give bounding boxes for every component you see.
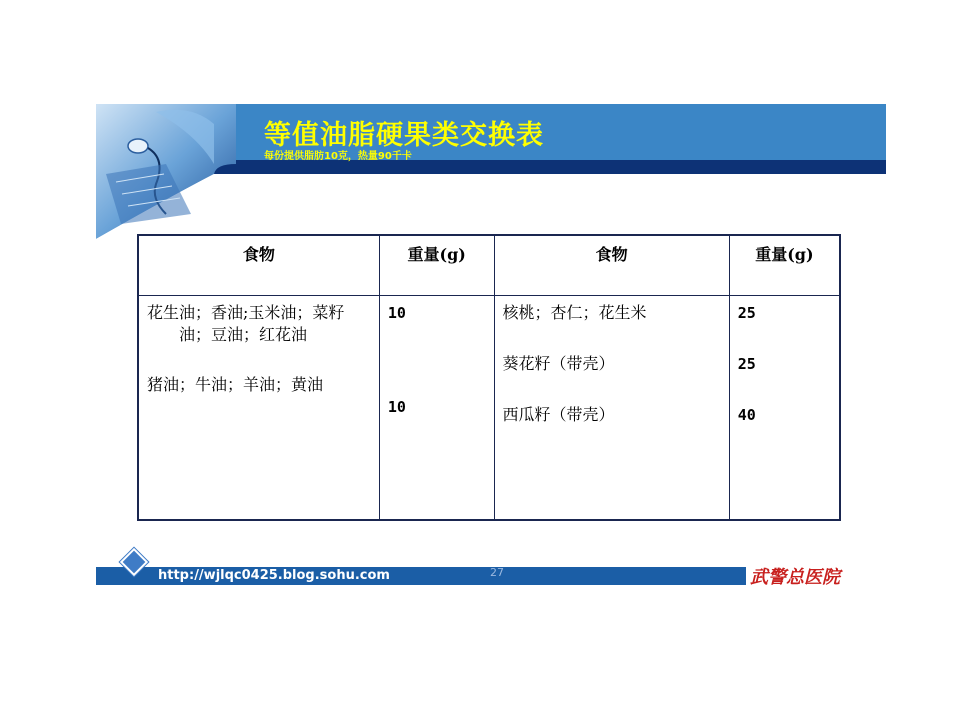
table-row	[138, 295, 840, 520]
weight-value: 10	[387, 397, 406, 416]
right-weight-cell	[729, 295, 840, 520]
mouse-photo-icon	[96, 104, 236, 239]
right-food-cell	[494, 295, 729, 520]
page-subtitle: 每份提供脂肪10克，热量90千卡	[264, 151, 412, 162]
left-food-cell	[138, 295, 379, 520]
weight-value: 10	[387, 303, 406, 322]
weight-value: 25	[737, 303, 756, 322]
slide	[96, 104, 886, 586]
footer-url[interactable]: http://wjlqc0425.blog.sohu.com	[158, 568, 390, 583]
header-underline-band	[214, 160, 886, 174]
list-item: 西瓜籽（带壳）	[502, 404, 615, 424]
list-item: 葵花籽（带壳）	[502, 353, 615, 373]
column-header-food-1: 食物	[138, 235, 379, 295]
weight-value: 25	[737, 354, 756, 373]
page-title: 等值油脂硬果类交换表	[264, 120, 544, 151]
left-weight-cell	[379, 295, 494, 520]
header-photo	[96, 104, 236, 239]
page-number: 27	[490, 566, 504, 579]
table-header-row	[138, 235, 840, 295]
hospital-logo: 武警总医院	[750, 567, 840, 588]
column-header-weight-1: 重量(g)	[379, 235, 494, 295]
exchange-table	[137, 234, 841, 521]
list-item: 核桃；杏仁；花生米	[502, 302, 647, 322]
weight-value: 40	[737, 405, 756, 424]
list-item: 花生油；香油;玉米油；菜籽油；豆油；红花油	[147, 302, 345, 344]
list-item: 猪油；牛油；羊油；黄油	[147, 374, 324, 394]
column-header-food-2: 食物	[494, 235, 729, 295]
column-header-weight-2: 重量(g)	[729, 235, 840, 295]
